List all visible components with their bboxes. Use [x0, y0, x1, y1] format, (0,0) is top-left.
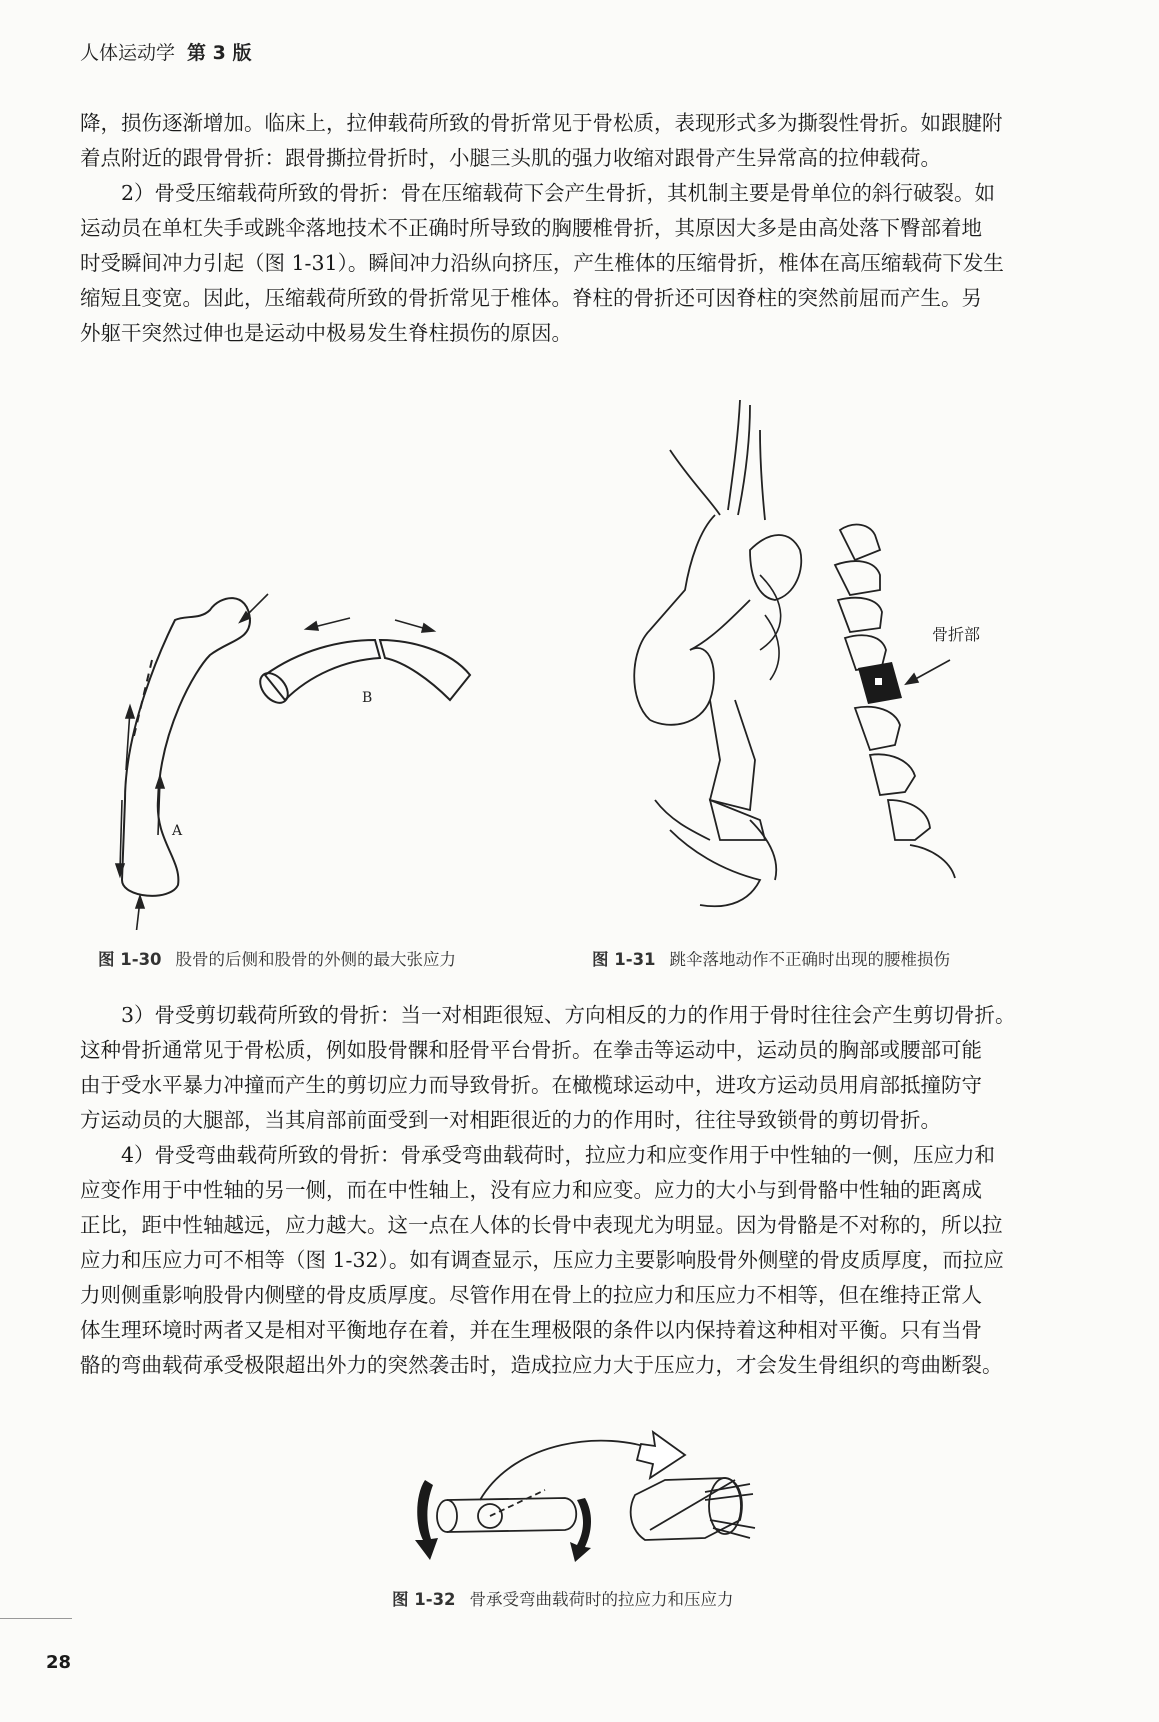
text-line: 方运动员的大腿部，当其肩部前面受到一对相距很近的力的作用时，往往导致锁骨的剪切骨折。 — [80, 1108, 941, 1132]
footer-rule — [0, 1618, 72, 1619]
figure-1-32 — [405, 1420, 815, 1570]
body-text-top — [80, 106, 1080, 351]
caption-text: 股骨的后侧和股骨的外侧的最大张应力 — [175, 950, 457, 969]
parachutist-drawing — [634, 400, 801, 906]
text-line: 时受瞬间冲力引起（图 1-31）。瞬间冲力沿纵向挤压，产生椎体的压缩骨折，椎体在高压缩载荷下发生 — [80, 251, 1004, 275]
text-line: 外躯干突然过伸也是运动中极易发生脊柱损伤的原因。 — [80, 321, 572, 345]
bone-tube — [437, 1490, 576, 1532]
text-line: 这种骨折通常见于骨松质，例如股骨髁和胫骨平台骨折。在拳击等运动中，运动员的胸部或腰部可能 — [80, 1038, 982, 1062]
text-line: 2）骨受压缩载荷所致的骨折：骨在压缩载荷下会产生骨折，其机制主要是骨单位的斜行破裂。如 — [121, 181, 996, 205]
text-line: 着点附近的跟骨骨折：跟骨撕拉骨折时，小腿三头肌的强力收缩对跟骨产生异常高的拉伸载荷。 — [80, 146, 941, 170]
fracture-label: 骨折部 — [932, 625, 981, 644]
text-line: 运动员在单杠失手或跳伞落地技术不正确时所导致的胸腰椎骨折，其原因大多是由高处落下臀部着地 — [80, 216, 982, 240]
text-line: 4）骨受弯曲载荷所致的骨折：骨承受弯曲载荷时，拉应力和应变作用于中性轴的一侧，压应力和 — [121, 1143, 996, 1167]
caption-text: 骨承受弯曲载荷时的拉应力和压应力 — [469, 1590, 734, 1609]
enlarge-arrow-head — [637, 1432, 685, 1478]
enlarge-arrow-curve — [480, 1441, 655, 1500]
text-line: 降，损伤逐渐增加。临床上，拉伸载荷所致的骨折常见于骨松质，表现形式多为撕裂性骨折。如跟腱附 — [80, 111, 1003, 135]
force-arrows-a — [116, 594, 268, 930]
figure-number: 图 1-31 — [592, 950, 656, 969]
text-line: 应力和压应力可不相等（图 1-32）。如有调查显示，压应力主要影响股骨外侧壁的骨皮质厚度，而拉应 — [80, 1248, 1004, 1272]
force-arrows-b — [306, 618, 434, 632]
paragraph — [80, 1138, 1080, 1383]
paragraph — [80, 176, 1080, 351]
text-line: 应变作用于中性轴的另一侧，而在中性轴上，没有应力和应变。应力的大小与到骨骼中性轴的距离成 — [80, 1178, 982, 1202]
book-title: 人体运动学 — [80, 42, 176, 64]
femur-drawing — [122, 598, 250, 896]
running-header — [80, 38, 251, 65]
label-b: B — [362, 690, 373, 706]
figure-1-31 — [610, 400, 1100, 930]
text-line: 力则侧重影响股骨内侧壁的骨皮质厚度。尽管作用在骨上的拉应力和压应力不相等，但在维持正常人 — [80, 1283, 982, 1307]
page-number: 28 — [46, 1652, 72, 1673]
label-a: A — [172, 823, 183, 839]
bending-arrows — [415, 1480, 591, 1562]
text-line: 正比，距中性轴越远，应力越大。这一点在人体的长骨中表现尤为明显。因为骨骼是不对称的，所以拉 — [80, 1213, 1003, 1237]
figure-1-31-caption — [592, 946, 950, 970]
spine-drawing — [835, 525, 955, 878]
figure-1-32-caption — [392, 1586, 734, 1610]
text-line: 缩短且变宽。因此，压缩载荷所致的骨折常见于椎体。脊柱的骨折还可因脊柱的突然前屈而产生。另 — [80, 286, 982, 310]
caption-text: 跳伞落地动作不正确时出现的腰椎损伤 — [669, 950, 951, 969]
bone-section — [631, 1478, 755, 1540]
figure-1-30-caption — [98, 946, 456, 970]
figure-number: 图 1-32 — [392, 1590, 456, 1609]
paragraph — [80, 106, 1080, 176]
edition: 第 3 版 — [187, 42, 252, 64]
text-line: 3）骨受剪切载荷所致的骨折：当一对相距很短、方向相反的力的作用于骨时往往会产生剪切骨折。 — [121, 1003, 1016, 1027]
figure-1-30 — [100, 580, 540, 930]
text-line: 骼的弯曲载荷承受极限超出外力的突然袭击时，造成拉应力大于压应力，才会发生骨组织的弯曲断裂。 — [80, 1353, 1003, 1377]
motion-arrows — [760, 575, 781, 680]
fracture-pointer — [906, 660, 950, 684]
body-text-bottom — [80, 998, 1080, 1383]
text-line: 由于受水平暴力冲撞而产生的剪切应力而导致骨折。在橄榄球运动中，进攻方运动员用肩部抵撞防守 — [80, 1073, 982, 1097]
paragraph — [80, 998, 1080, 1138]
figure-number: 图 1-30 — [98, 950, 162, 969]
text-line: 体生理环境时两者又是相对平衡地存在着，并在生理极限的条件以内保持着这种相对平衡。只有当骨 — [80, 1318, 982, 1342]
fracture-mark — [875, 678, 882, 685]
